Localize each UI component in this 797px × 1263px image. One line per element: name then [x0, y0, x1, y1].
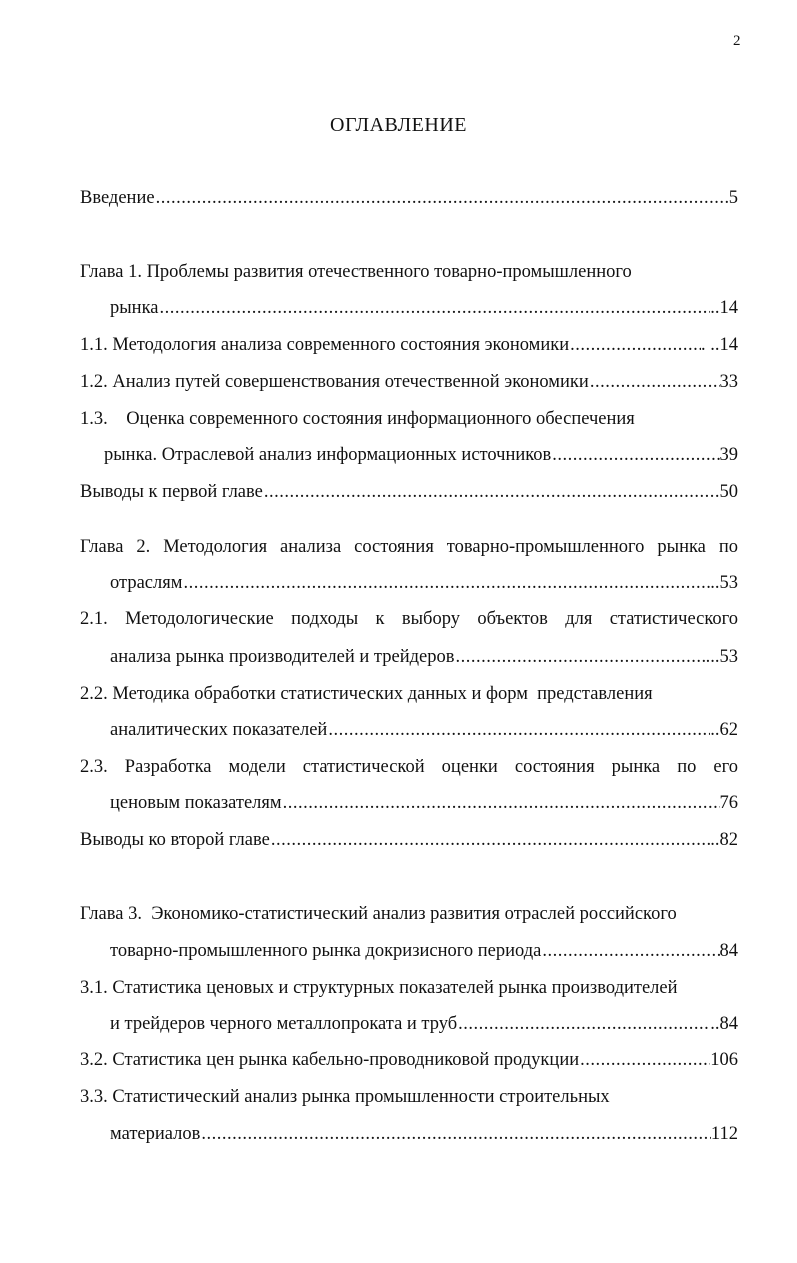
toc-entry-text: товарно-промышленного рынка докризисного периода	[110, 941, 542, 961]
toc-section-2-2[interactable]	[80, 682, 738, 706]
toc-section-3-1-cont[interactable]	[110, 1012, 738, 1036]
toc-entry-text: материалов	[110, 1124, 201, 1144]
page-title: ОГЛАВЛЕНИЕ	[330, 114, 467, 136]
toc-conclusion-2[interactable]	[80, 828, 738, 852]
toc-conclusion-1[interactable]	[80, 480, 738, 504]
toc-chapter-2-title[interactable]	[80, 535, 738, 559]
page-number: 2	[733, 33, 741, 49]
toc-entry-text: Глава 2. Методология анализа состояния товарно-промышленного рынка по	[80, 537, 738, 557]
toc-entry-text: отраслям	[110, 573, 183, 593]
leader-dots	[160, 296, 711, 320]
toc-page: 106	[710, 1050, 738, 1070]
leader-dots	[328, 718, 710, 742]
toc-page: ..82	[710, 830, 738, 850]
toc-page: 84	[719, 941, 738, 961]
toc-section-1-1[interactable]	[80, 333, 738, 357]
toc-section-1-3[interactable]	[80, 407, 738, 431]
leader-dots	[570, 333, 701, 357]
toc-chapter-1-title[interactable]	[80, 260, 738, 284]
toc-entry-text: 3.2. Статистика цен рынка кабельно-проводниковой продукции	[80, 1050, 580, 1070]
toc-section-2-1-cont[interactable]	[110, 645, 738, 669]
toc-page: 5	[728, 188, 738, 208]
toc-entry-text: аналитических показателей	[110, 720, 328, 740]
toc-section-3-3-cont[interactable]	[110, 1122, 738, 1146]
toc-entry-text: Введение	[80, 188, 155, 208]
toc-entry-text: 1.1. Методология анализа современного состояния экономики	[80, 335, 570, 355]
leader-dots	[283, 791, 720, 815]
leader-dots	[542, 939, 719, 963]
toc-page: ..62	[710, 720, 738, 740]
toc-entry-text: 2.1. Методологические подходы к выбору объектов для статистического	[80, 609, 738, 629]
toc-page: 50	[719, 482, 738, 502]
leader-dots	[271, 828, 710, 852]
toc-entry-text: 1.3. Оценка современного состояния информационного обеспечения	[80, 409, 635, 429]
toc-chapter-1-title-cont[interactable]	[110, 296, 738, 320]
toc-page: ..84	[710, 1014, 738, 1034]
toc-section-2-3-cont[interactable]	[110, 791, 738, 815]
toc-page: ..14	[710, 298, 738, 318]
leader-dots	[580, 1048, 710, 1072]
toc-entry-text: Выводы ко второй главе	[80, 830, 270, 850]
toc-page: . ..14	[701, 335, 738, 355]
toc-entry-text: Выводы к первой главе	[80, 482, 263, 502]
leader-dots	[264, 480, 720, 504]
toc-section-1-2[interactable]	[80, 370, 738, 394]
toc-section-3-1[interactable]	[80, 976, 738, 1000]
toc-chapter-3-title[interactable]	[80, 902, 738, 926]
toc-chapter-2-title-cont[interactable]	[110, 571, 738, 595]
leader-dots	[590, 370, 720, 394]
toc-section-2-2-cont[interactable]	[110, 718, 738, 742]
toc-section-3-3[interactable]	[80, 1085, 738, 1109]
toc-entry-text: 2.2. Методика обработки статистических данных и форм представления	[80, 684, 653, 704]
toc-entry-text: 3.1. Статистика ценовых и структурных показателей рынка производителей	[80, 978, 678, 998]
leader-dots	[458, 1012, 710, 1036]
toc-entry-text: 2.3. Разработка модели статистической оценки состояния рынка по его	[80, 757, 738, 777]
toc-section-1-3-cont[interactable]	[104, 443, 738, 467]
leader-dots	[552, 443, 719, 467]
leader-dots	[455, 645, 705, 669]
toc-page: 112	[710, 1124, 738, 1144]
toc-section-3-2[interactable]	[80, 1048, 738, 1072]
toc-page: 76	[719, 793, 738, 813]
leader-dots	[183, 571, 710, 595]
toc-entry-text: анализа рынка производителей и трейдеров	[110, 647, 455, 667]
toc-section-2-3[interactable]	[80, 755, 738, 779]
toc-entry-text: Глава 1. Проблемы развития отечественного товарно-промышленного	[80, 262, 632, 282]
toc-entry-text: 3.3. Статистический анализ рынка промышленности строительных	[80, 1087, 610, 1107]
toc-entry-text: рынка	[110, 298, 159, 318]
toc-page: 33	[719, 372, 738, 392]
toc-entry-text: рынка. Отраслевой анализ информационных источников	[104, 445, 552, 465]
toc-entry-text: и трейдеров черного металлопроката и труб	[110, 1014, 458, 1034]
leader-dots	[201, 1122, 711, 1146]
toc-entry-text: ценовым показателям	[110, 793, 282, 813]
toc-page: ..53	[710, 573, 738, 593]
toc-entry-text: Глава 3. Экономико-статистический анализ развития отраслей российского	[80, 904, 677, 924]
toc-section-2-1[interactable]	[80, 607, 738, 631]
toc-chapter-3-title-cont[interactable]	[110, 939, 738, 963]
toc-entry-intro[interactable]	[80, 186, 738, 210]
toc-page: 39	[719, 445, 738, 465]
toc-entry-text: 1.2. Анализ путей совершенствования отечественной экономики	[80, 372, 589, 392]
leader-dots	[156, 186, 729, 210]
toc-page: ...53	[705, 647, 738, 667]
